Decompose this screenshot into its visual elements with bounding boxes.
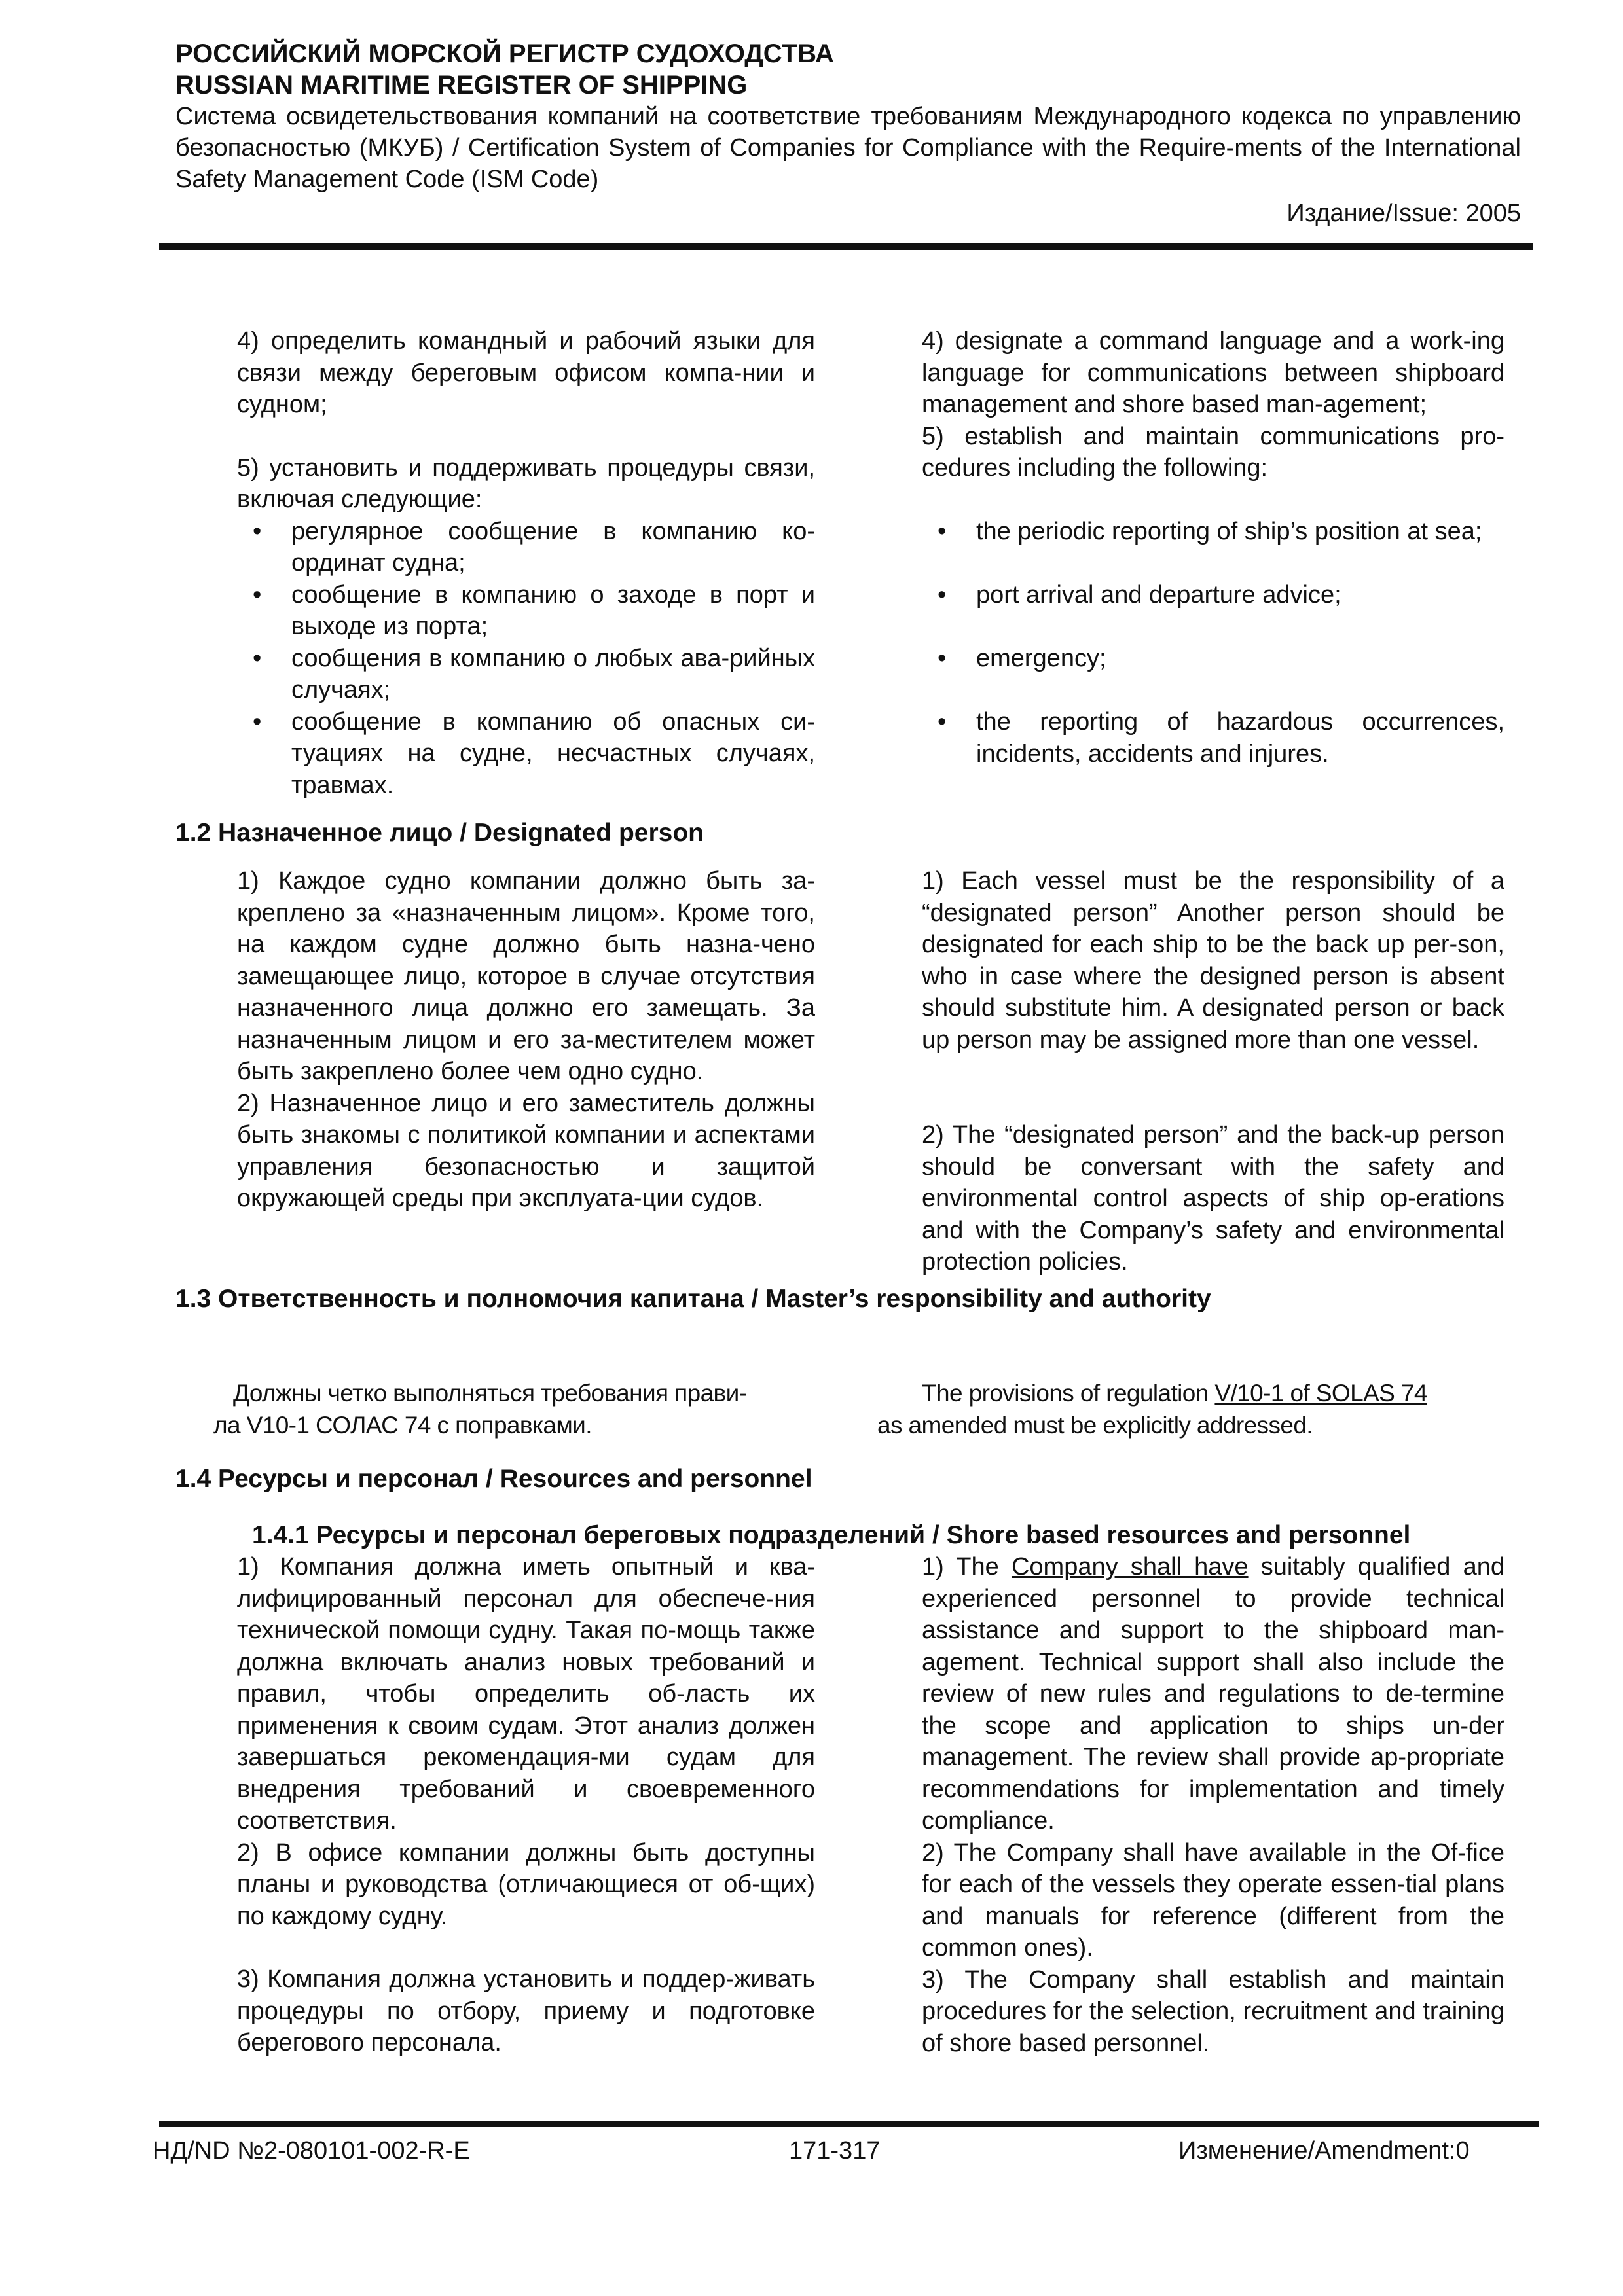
section-1-3-heading: 1.3 Ответственность и полномочия капитана / Master’s responsibility and authority <box>175 1285 1211 1313</box>
ru-bullet-list <box>237 516 815 802</box>
en-paragraph-1 <box>922 1551 1504 1837</box>
page-header <box>175 38 1521 229</box>
list-item: • the periodic reporting of ship’s position at sea; <box>922 516 1504 548</box>
solas-regulation-link[interactable]: V/10-1 of SOLAS 74 <box>1214 1380 1427 1407</box>
section-1-3-en-line-2: as amended must be explicitly addressed. <box>877 1412 1313 1439</box>
en-p1-prefix: 1) The <box>922 1553 1012 1581</box>
footer-amendment: Изменение/Amendment:0 <box>1178 2137 1470 2164</box>
list-item: • сообщение в компанию об опасных си-туациях на судне, несчастных случаях, травмах. <box>237 706 815 802</box>
section-1-4-ru-column <box>237 1551 815 2059</box>
list-item: • emergency; <box>922 643 1504 675</box>
section-1-4-1-heading: 1.4.1 Ресурсы и персонал береговых подразделений / Shore based resources and personnel <box>252 1521 1411 1549</box>
section-1-3-en-line-1 <box>922 1378 1427 1409</box>
section-1-2-en-paragraph-2-wrap <box>922 1119 1504 1278</box>
en-line-1-text: The provisions of regulation <box>922 1380 1215 1407</box>
ru-paragraph-1: 1) Компания должна иметь опытный и ква-лифицированный персонал для обеспече-ния технической помощи судну. Такая по-мощь также должна включать анализ новых требований и правил, чтобы определить об-ласть их применения к своим судам. Этот анализ должен завершаться рекомендация-ми судам для внедрения требований и своевременного соответствия. <box>237 1553 815 1835</box>
en-item-4: 4) designate a command language and a work-ing language for communications between shipboard management and shore based man-agement; <box>922 327 1504 418</box>
section-1-3-ru-line-1: Должны четко выполняться требования прави- <box>233 1380 747 1407</box>
header-divider <box>159 243 1533 250</box>
list-item: • сообщение в компанию о заходе в порт и выходе из порта; <box>237 579 815 643</box>
header-subtitle: Система освидетельствования компаний на соответствие требованиям Международного кодекса по управлению безопасностью (МКУБ) / Certification System of Companies for Compliance with the Require-ments of the International Safety Management Code (ISM Code) <box>175 103 1521 193</box>
en-p1-rest: suitably qualified and experienced personnel to provide technical assistance and support to the shipboard man-agement. Technical support shall also include the review of new rules and regulations to de-termine the scope and application to ships un-der management. The review shall provide ap-propriate recommendations for implementation and timely compliance. <box>922 1553 1504 1835</box>
ru-paragraph-3: 3) Компания должна установить и поддер-живать процедуры по отбору, приему и подготовке берегового персонала. <box>237 1965 815 2056</box>
en-paragraph-2: 2) The “designated person” and the back-up person should be conversant with the safety and environmental control aspects of ship op-erations and with the Company’s safety and environmental protection policies. <box>922 1121 1504 1276</box>
footer-doc-number: НД/ND №2-080101-002-R-E <box>153 2137 470 2164</box>
header-title-en: RUSSIAN MARITIME REGISTER OF SHIPPING <box>175 71 748 99</box>
footer-divider <box>159 2121 1539 2127</box>
ru-item-5: 5) установить и поддерживать процедуры связи, включая следующие: <box>237 454 815 513</box>
en-paragraph-3: 3) The Company shall establish and maintain procedures for the selection, recruitment and training of shore based personnel. <box>922 1965 1504 2057</box>
header-title-ru: РОССИЙСКИЙ МОРСКОЙ РЕГИСТР СУДОХОДСТВА <box>175 39 834 68</box>
section-1-2-en-column <box>922 865 1504 1056</box>
list-item: • сообщения в компанию о любых ава-рийных случаях; <box>237 643 815 706</box>
section-1-3-ru-line-2: ла V10-1 СОЛАС 74 с поправками. <box>213 1412 592 1439</box>
company-shall-have-link[interactable]: Company shall have <box>1011 1553 1249 1581</box>
en-paragraph-1: 1) Each vessel must be the responsibility of a “designated person” Another person should be designated for each ship to be the back up per-son, who in case where the designed person is absent should substitute him. A designated person or back up person may be assigned more than one vessel. <box>922 867 1504 1054</box>
en-item-5: 5) establish and maintain communications pro-cedures including the following: <box>922 422 1504 482</box>
footer-page-number: 171-317 <box>789 2137 881 2164</box>
list-item: • the reporting of hazardous occurrences, incidents, accidents and injures. <box>922 706 1504 770</box>
en-bullet-list <box>922 516 1504 548</box>
en-bullet-port <box>922 579 1504 611</box>
block-a-ru-column <box>237 325 815 801</box>
header-issue: Издание/Issue: 2005 <box>1286 200 1521 227</box>
list-item: • регулярное сообщение в компанию ко-ординат судна; <box>237 516 815 579</box>
section-1-4-en-column <box>922 1551 1504 2059</box>
en-bullet-hazardous <box>922 706 1504 770</box>
ru-item-4: 4) определить командный и рабочий языки для связи между береговым офисом компа-нии и судном; <box>237 327 815 418</box>
block-a-en-column <box>922 325 1504 484</box>
section-1-2-heading: 1.2 Назначенное лицо / Designated person <box>175 819 704 847</box>
ru-paragraph-2: 2) Назначенное лицо и его заместитель должны быть знакомы с политикой компании и аспектами управления безопасностью и защитой окружающей среды при эксплуата-ции судов. <box>237 1089 815 1212</box>
section-1-2-ru-column <box>237 865 815 1215</box>
section-1-4-heading: 1.4 Ресурсы и персонал / Resources and personnel <box>175 1465 812 1493</box>
en-bullet-emergency <box>922 643 1504 675</box>
list-item: • port arrival and departure advice; <box>922 579 1504 611</box>
ru-paragraph-1: 1) Каждое судно компании должно быть за-креплено за «назначенным лицом». Кроме того, на каждом судне должно быть назна-чено замещающее лицо, которое в случае отсутствия назначенного лица должно его замещать. За назначенным лицом и его за-местителем может быть закреплено более чем одно судно. <box>237 867 815 1085</box>
en-paragraph-2: 2) The Company shall have available in the Of-fice for each of the vessels they operate essen-tial plans and manuals for reference (different from the common ones). <box>922 1839 1504 1962</box>
ru-paragraph-2: 2) В офисе компании должны быть доступны планы и руководства (отличающиеся от об-щих) по каждому судну. <box>237 1839 815 1930</box>
